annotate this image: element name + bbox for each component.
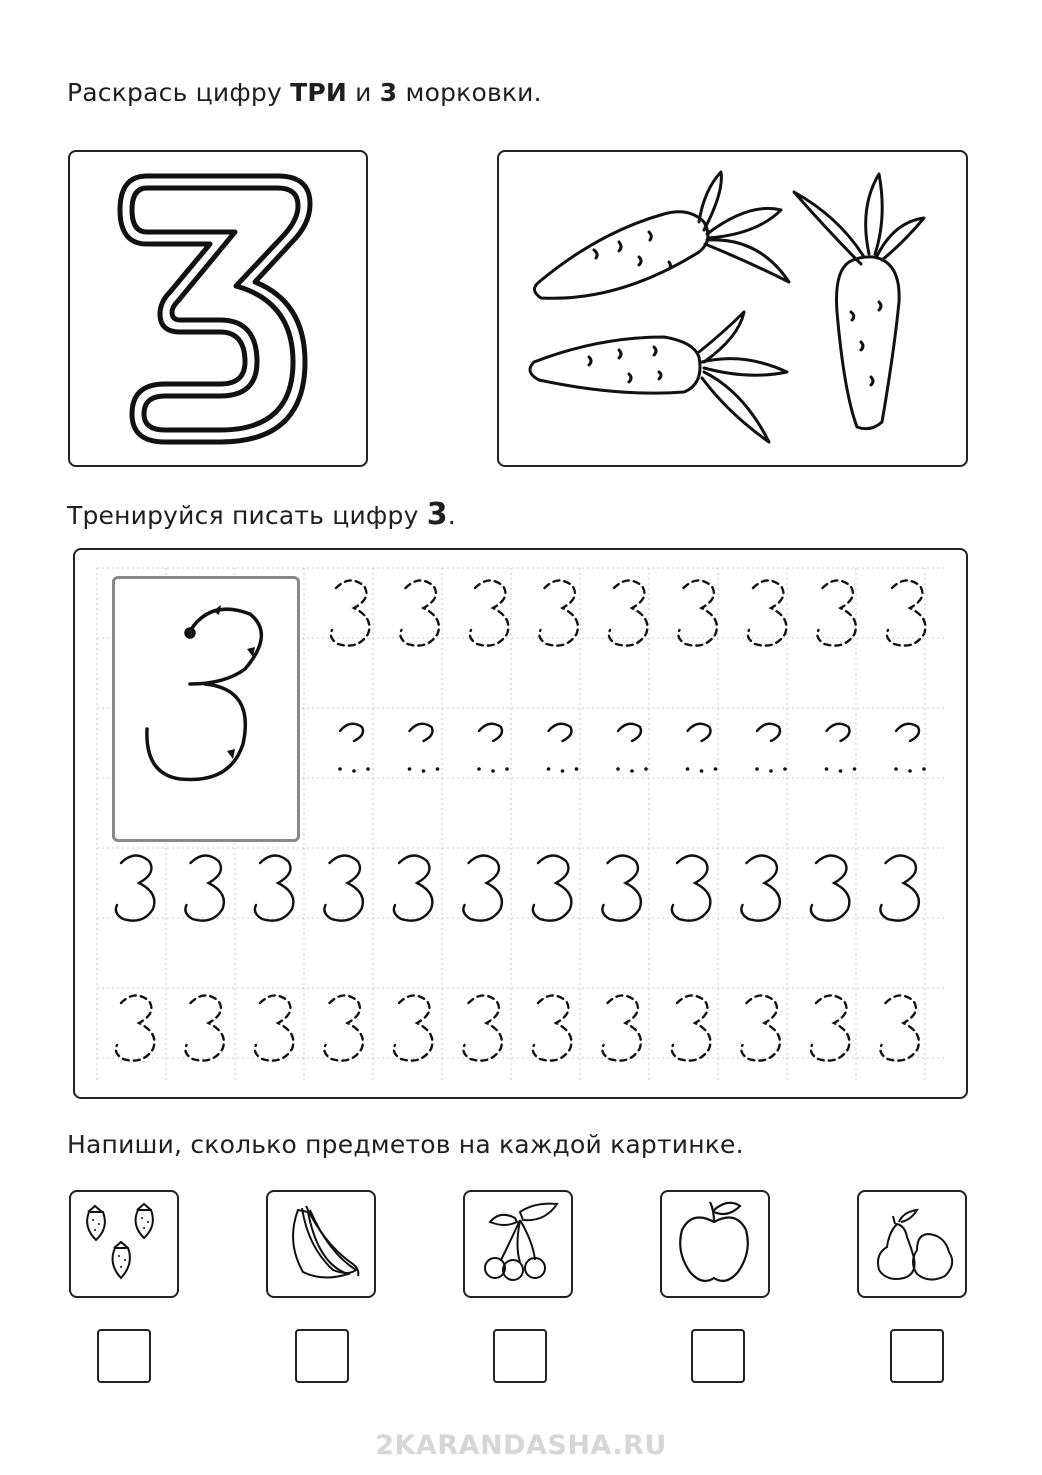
trace-three-dashed xyxy=(678,580,717,645)
trace-three-solid xyxy=(672,855,711,920)
task1-bold-digit: 3 xyxy=(379,78,398,107)
trace-three-dashed xyxy=(817,580,856,645)
apple-icon xyxy=(662,1192,768,1296)
trace-three-partial xyxy=(757,724,780,741)
example-digit-card xyxy=(112,576,300,842)
trace-three-partial xyxy=(688,724,711,741)
trace-three-dashed xyxy=(539,580,578,645)
trace-dot xyxy=(561,769,565,773)
fruit-box-apple xyxy=(660,1190,770,1298)
trace-dot xyxy=(825,767,829,771)
trace-dot xyxy=(853,767,857,771)
task2-text-end: . xyxy=(447,501,456,530)
trace-dot xyxy=(908,769,912,773)
trace-dot xyxy=(686,767,690,771)
trace-three-solid xyxy=(811,855,850,920)
trace-three-partial xyxy=(410,724,433,741)
carrots-coloring-box[interactable] xyxy=(497,150,968,467)
answer-box-apple[interactable] xyxy=(691,1329,745,1383)
trace-three-dashed xyxy=(324,995,363,1060)
trace-three-solid xyxy=(602,855,641,920)
trace-three-dashed xyxy=(255,995,294,1060)
trace-three-dashed xyxy=(741,995,780,1060)
trace-dot xyxy=(366,767,370,771)
task1-bold-word: ТРИ xyxy=(290,78,348,107)
trace-three-dashed xyxy=(887,580,926,645)
strawberries-icon xyxy=(71,1192,177,1296)
trace-three-solid xyxy=(533,855,572,920)
answer-box-pears[interactable] xyxy=(890,1329,944,1383)
trace-dot xyxy=(436,767,440,771)
trace-three-dashed xyxy=(331,580,370,645)
trace-three-dashed xyxy=(533,995,572,1060)
fruit-box-bananas xyxy=(266,1190,376,1298)
trace-three-dashed xyxy=(602,995,641,1060)
trace-three-dashed xyxy=(470,580,509,645)
trace-dot xyxy=(547,767,551,771)
fruit-box-cherries xyxy=(463,1190,573,1298)
task1-instruction xyxy=(67,78,542,107)
task3-instruction xyxy=(67,1130,744,1159)
trace-dot xyxy=(505,767,509,771)
trace-three-solid xyxy=(394,855,433,920)
trace-three-partial xyxy=(827,724,850,741)
task1-text: Раскрась цифру xyxy=(67,78,291,107)
carrots-icon xyxy=(499,152,968,467)
trace-dot xyxy=(755,767,759,771)
task2-bold-digit: 3 xyxy=(426,497,448,532)
trace-dot xyxy=(922,767,926,771)
trace-dot xyxy=(616,767,620,771)
trace-dot xyxy=(700,769,704,773)
answer-box-bananas[interactable] xyxy=(295,1329,349,1383)
task2-text: Тренируйся писать цифру xyxy=(67,501,427,530)
trace-three-dashed xyxy=(394,995,433,1060)
trace-three-dashed xyxy=(748,580,787,645)
pears-icon xyxy=(859,1192,965,1296)
trace-dot xyxy=(783,767,787,771)
trace-three-partial xyxy=(896,724,919,741)
trace-dot xyxy=(839,769,843,773)
trace-three-partial xyxy=(618,724,641,741)
trace-three-dashed xyxy=(811,995,850,1060)
cherries-icon xyxy=(465,1192,571,1296)
trace-three-solid xyxy=(324,855,363,920)
watermark: 2KARANDASHA.RU xyxy=(375,1430,667,1461)
digit-coloring-box[interactable] xyxy=(68,150,368,467)
trace-three-dashed xyxy=(672,995,711,1060)
trace-three-partial xyxy=(340,724,363,741)
outline-three-icon xyxy=(70,152,368,467)
trace-dot xyxy=(491,769,495,773)
trace-dot xyxy=(575,767,579,771)
trace-three-dashed xyxy=(880,995,919,1060)
task2-instruction xyxy=(67,497,456,532)
fruit-box-strawberries xyxy=(69,1190,179,1298)
trace-dot xyxy=(630,769,634,773)
fruit-box-pears xyxy=(857,1190,967,1298)
trace-three-solid xyxy=(741,855,780,920)
trace-dot xyxy=(352,769,356,773)
trace-three-partial xyxy=(479,724,502,741)
answer-box-cherries[interactable] xyxy=(493,1329,547,1383)
trace-dot xyxy=(338,767,342,771)
trace-dot xyxy=(422,769,426,773)
task1-text-end: морковки. xyxy=(397,78,542,107)
trace-dot xyxy=(644,767,648,771)
trace-three-solid xyxy=(463,855,502,920)
trace-three-solid xyxy=(255,855,294,920)
trace-three-solid xyxy=(185,855,224,920)
trace-three-dashed xyxy=(609,580,648,645)
trace-dot xyxy=(894,767,898,771)
trace-three-solid xyxy=(880,855,919,920)
trace-three-dashed xyxy=(185,995,224,1060)
trace-dot xyxy=(408,767,412,771)
trace-three-solid xyxy=(116,855,155,920)
stroke-order-three-icon xyxy=(115,579,297,839)
task3-text: Напиши, сколько предметов на каждой картинке. xyxy=(67,1130,744,1159)
trace-three-dashed xyxy=(400,580,439,645)
trace-dot xyxy=(714,767,718,771)
trace-three-dashed xyxy=(463,995,502,1060)
answer-box-strawberries[interactable] xyxy=(97,1329,151,1383)
trace-dot xyxy=(769,769,773,773)
trace-three-partial xyxy=(549,724,572,741)
bananas-icon xyxy=(268,1192,374,1296)
trace-dot xyxy=(477,767,481,771)
trace-three-dashed xyxy=(116,995,155,1060)
task1-text-mid: и xyxy=(347,78,380,107)
